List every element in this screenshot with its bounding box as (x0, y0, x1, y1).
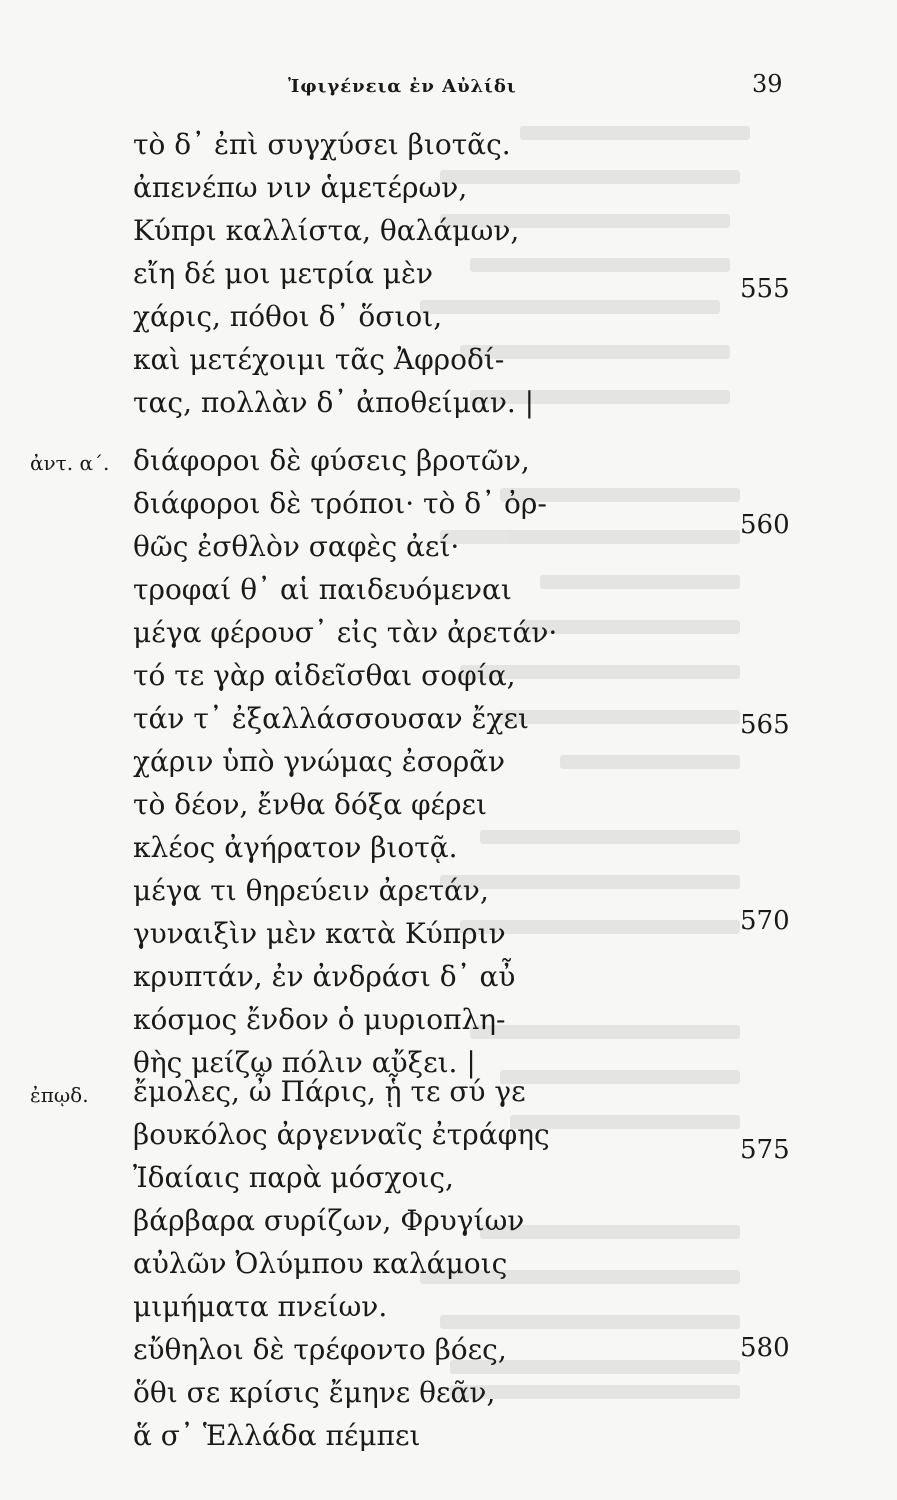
verse-line: Ἰδαίαις παρὰ μόσχοις, (133, 1161, 454, 1194)
verse-line: θὴς μείζω πόλιν αὔξει. | (133, 1046, 476, 1079)
stanza-label-antistrophe: ἀντ. α΄. (30, 451, 110, 475)
verse-line: διάφοροι δὲ φύσεις βροτῶν, (133, 444, 530, 477)
verse-line: χάρις, πόθοι δ᾽ ὅσιοι, (133, 300, 443, 333)
verse-line: θῶς ἐσθλὸν σαφὲς ἀεί· (133, 530, 460, 563)
verse-line: διάφοροι δὲ τρόποι· τὸ δ᾽ ὀρ- (133, 487, 547, 520)
line-number: 565 (740, 710, 790, 740)
verse-line: αὐλῶν Ὀλύμπου καλάμοις (133, 1247, 508, 1280)
verse-line: κόσμος ἔνδον ὁ μυριοπλη- (133, 1003, 506, 1036)
verse-line: ἀπενέπω νιν ἁμετέρων, (133, 171, 468, 204)
verse-line: τό τε γὰρ αἰδεῖσθαι σοφία, (133, 659, 516, 692)
verse-line: ἅ σ᾽ Ἑλλάδα πέμπει (133, 1419, 421, 1452)
running-title: Ἰφιγένεια ἐν Αὐλίδι (288, 76, 517, 97)
verse-line: Κύπρι καλλίστα, θαλάμων, (133, 214, 520, 247)
verse-line: εὔθηλοι δὲ τρέφοντο βόες, (133, 1333, 507, 1366)
verse-line: καὶ μετέχοιμι τᾶς Ἀφροδί- (133, 343, 505, 376)
verse-line: τὸ δέον, ἔνθα δόξα φέρει (133, 788, 488, 821)
verse-line: ἔμολες, ὦ Πάρις, ᾗ τε σύ γε (133, 1075, 526, 1108)
stanza-label-epode: ἐπῳδ. (30, 1083, 89, 1107)
verse-line: τάν τ᾽ ἐξαλλάσσουσαν ἔχει (133, 702, 529, 735)
verse-line: τας, πολλὰν δ᾽ ἀποθείμαν. | (133, 386, 535, 419)
verse-line: γυναιξὶν μὲν κατὰ Κύπριν (133, 917, 506, 950)
verse-line: κλέος ἀγήρατον βιοτᾷ. (133, 831, 458, 864)
line-number: 555 (740, 274, 790, 304)
line-number: 575 (740, 1135, 790, 1165)
verse-line: τὸ δ᾽ ἐπὶ συγχύσει βιοτᾶς. (133, 128, 511, 161)
line-number: 570 (740, 906, 790, 936)
verse-line: μέγα φέρουσ᾽ εἰς τὰν ἀρετάν· (133, 616, 558, 649)
verse-line: βάρβαρα συρίζων, Φρυγίων (133, 1204, 525, 1237)
verse-line: μέγα τι θηρεύειν ἀρετάν, (133, 874, 489, 907)
verse-line: χάριν ὑπὸ γνώμας ἐσορᾶν (133, 745, 506, 778)
page-number: 39 (752, 70, 783, 98)
verse-line: εἴη δέ μοι μετρία μὲν (133, 257, 434, 290)
line-number: 560 (740, 510, 790, 540)
line-number: 580 (740, 1333, 790, 1363)
verse-line: τροφαί θ᾽ αἱ παιδευόμεναι (133, 573, 512, 606)
verse-line: ὅθι σε κρίσις ἔμηνε θεᾶν, (133, 1376, 496, 1409)
verse-line: μιμήματα πνείων. (133, 1290, 388, 1323)
verse-line: βουκόλος ἀργενναῖς ἐτράφης (133, 1118, 550, 1151)
verse-line: κρυπτάν, ἐν ἀνδράσι δ᾽ αὖ (133, 960, 516, 993)
